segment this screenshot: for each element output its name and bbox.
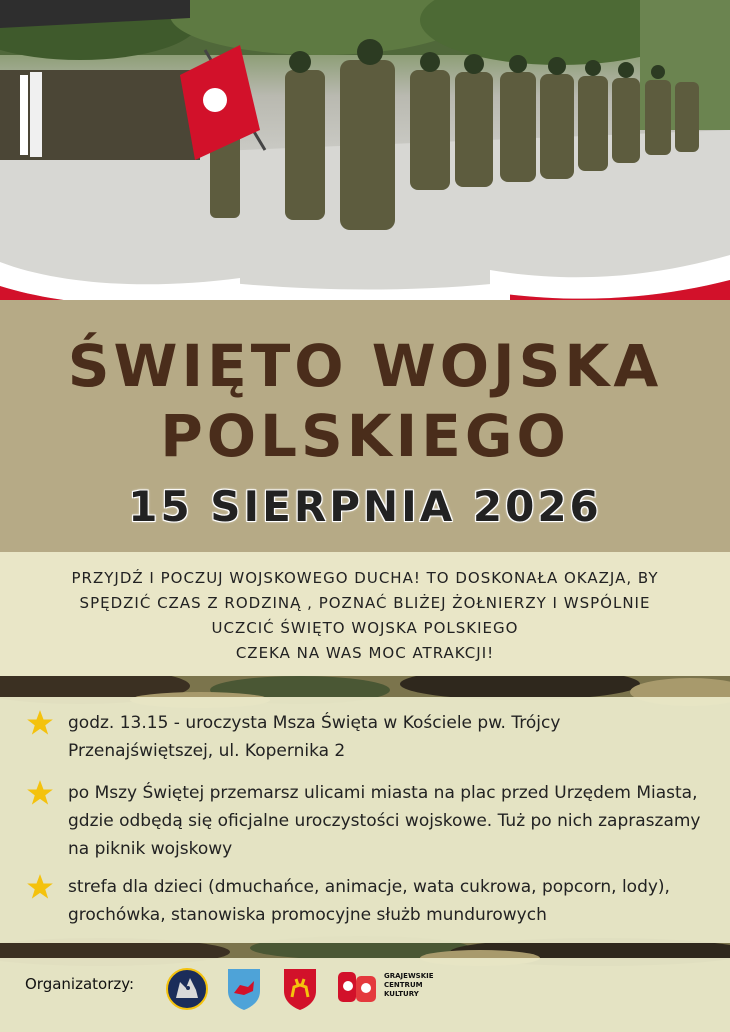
- star-icon: [26, 779, 54, 807]
- star-icon: [26, 709, 54, 737]
- event-title-line1: ŚWIĘTO WOJSKA: [67, 332, 663, 400]
- intro-line-3: UCZCIĆ ŚWIĘTO WOJSKA POLSKIEGO: [211, 619, 519, 637]
- event-text: po Mszy Świętej przemarsz ulicami miasta na plac przed Urzędem Miasta, gdzie odbędą się oficjalne uroczystości wojskowe. Tuż po nich zapraszamy na piknik wojskowy: [68, 783, 701, 859]
- organizers-panel: [0, 958, 730, 1032]
- intro-panel: [0, 552, 730, 676]
- star-icon: [26, 873, 54, 901]
- events-panel: [0, 697, 730, 943]
- grajewskie-centrum-kultury-logo: [336, 968, 380, 1008]
- parade-photo-illustration: [0, 0, 730, 320]
- event-text: strefa dla dzieci (dmuchańce, animacje, wata cukrowa, popcorn, lody), grochówka, stanowiska promocyjne służb mundurowych: [68, 877, 670, 925]
- parade-photo: [0, 0, 730, 320]
- gck-logo-text: GRAJEWSKIE CENTRUM KULTURY: [384, 972, 434, 998]
- event-date: 15 SIERPNIA 2026: [128, 482, 602, 531]
- wolf-emblem-logo: [166, 968, 208, 1010]
- deer-coat-of-arms-logo: [282, 967, 318, 1011]
- organizers-label: Organizatorzy:: [25, 975, 135, 993]
- fox-coat-of-arms-logo: [226, 967, 262, 1011]
- intro-line-1: PRZYJDŹ I POCZUJ WOJSKOWEGO DUCHA! TO DOSKONAŁA OKAZJA, BY: [71, 569, 659, 587]
- event-text: godz. 13.15 - uroczysta Msza Święta w Kościele pw. Trójcy Przenajświętszej, ul. Kopernika 2: [68, 713, 561, 761]
- intro-line-2: SPĘDZIĆ CZAS Z RODZINĄ , POZNAĆ BLIŻEJ ŻOŁNIERZY I WSPÓLNIE: [79, 594, 651, 612]
- event-title-line2: POLSKIEGO: [160, 402, 570, 470]
- intro-line-4: CZEKA NA WAS MOC ATRAKCJI!: [235, 644, 495, 662]
